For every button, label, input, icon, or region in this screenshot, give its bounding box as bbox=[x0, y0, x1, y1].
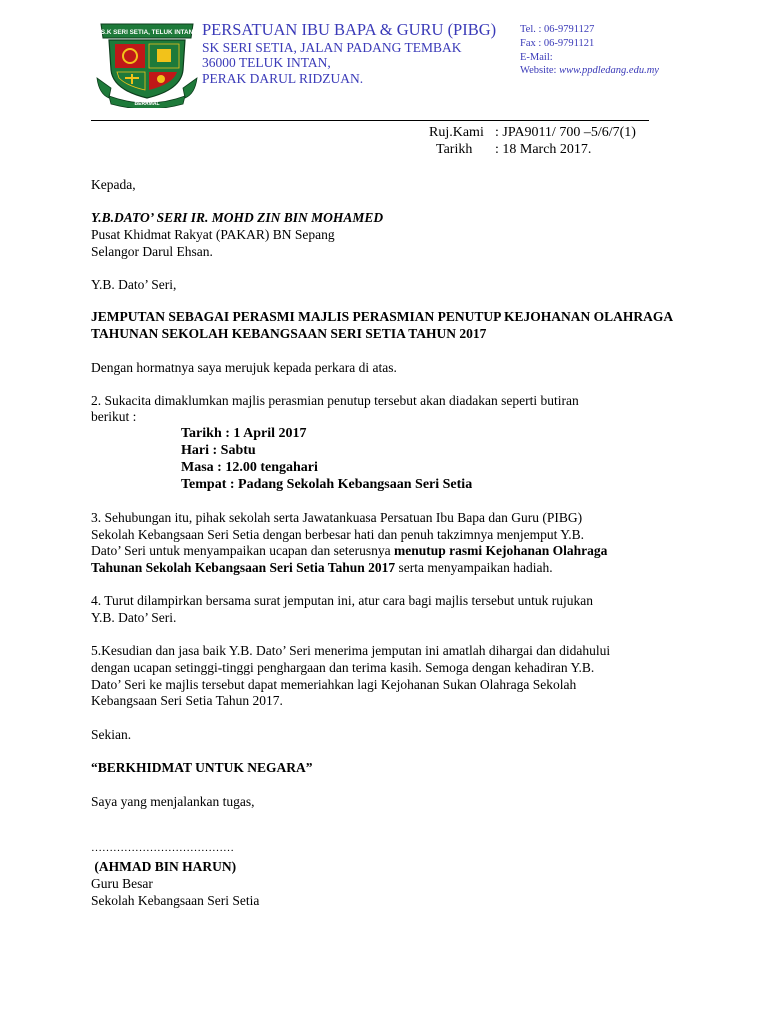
email-label: E-Mail: bbox=[520, 52, 553, 63]
signature-line: ………………………………… bbox=[91, 842, 234, 854]
event-date: Tarikh : 1 April 2017 bbox=[181, 426, 307, 441]
recipient-line-3: Selangor Darul Ehsan. bbox=[91, 244, 213, 259]
subject-line-2: TAHUNAN SEKOLAH KEBANGSAAN SERI SETIA TAHUN 2017 bbox=[91, 326, 487, 341]
paragraph-5-line-1: 5.Kesudian dan jasa baik Y.B. Dato’ Seri menerima jemputan ini amatlah dihargai dan didahului bbox=[91, 643, 611, 658]
paragraph-3-line-3-plain: Dato’ Seri untuk menyampaikan ucapan dan seterusnya bbox=[91, 543, 395, 558]
website-label: Website: bbox=[520, 65, 560, 76]
recipient-name: Y.B.DATO’ SERI IR. MOHD ZIN BIN MOHAMED bbox=[91, 210, 384, 225]
address-line-1: SK SERI SETIA, JALAN PADANG TEMBAK bbox=[202, 40, 462, 55]
website-link[interactable]: www.ppdledang.edu.my bbox=[559, 65, 659, 76]
subject-line-1: JEMPUTAN SEBAGAI PERASMI MAJLIS PERASMIAN PENUTUP KEJOHANAN OLAHRAGA bbox=[91, 309, 674, 324]
sign-off: Saya yang menjalankan tugas, bbox=[91, 794, 255, 809]
closing: Sekian. bbox=[91, 727, 132, 742]
date-value: : 18 March 2017. bbox=[495, 142, 592, 157]
paragraph-2-line-2: berikut : bbox=[91, 409, 137, 424]
header-divider bbox=[91, 120, 649, 121]
event-venue: Tempat : Padang Sekolah Kebangsaan Seri Setia bbox=[181, 477, 473, 492]
paragraph-5-line-3: Dato’ Seri ke majlis tersebut dapat memeriahkan lagi Kejohanan Sukan Olahraga Sekolah bbox=[91, 677, 577, 692]
paragraph-5-line-4: Kebangsaan Seri Setia Tahun 2017. bbox=[91, 693, 283, 708]
recipient-line-2: Pusat Khidmat Rakyat (PAKAR) BN Sepang bbox=[91, 227, 335, 242]
signer-name: (AHMAD BIN HARUN) bbox=[91, 859, 237, 874]
telephone: Tel. : 06-9791127 bbox=[520, 24, 595, 35]
paragraph-4-line-2: Y.B. Dato’ Seri. bbox=[91, 610, 177, 625]
paragraph-3-line-3-bold: menutup rasmi Kejohanan Olahraga bbox=[394, 543, 608, 558]
organization-name: PERSATUAN IBU BAPA & GURU (PIBG) bbox=[202, 20, 497, 39]
svg-text:S.K SERI SETIA, TELUK INTAN: S.K SERI SETIA, TELUK INTAN bbox=[100, 29, 194, 36]
address-line-2: 36000 TELUK INTAN, bbox=[202, 55, 331, 70]
svg-text:BERAMAL: BERAMAL bbox=[134, 101, 160, 107]
reference-number: : JPA9011/ 700 –5/6/7(1) bbox=[495, 125, 636, 140]
event-time: Masa : 12.00 tengahari bbox=[181, 460, 318, 475]
paragraph-1: Dengan hormatnya saya merujuk kepada perkara di atas. bbox=[91, 360, 397, 375]
date-label: Tarikh bbox=[436, 142, 473, 157]
event-day: Hari : Sabtu bbox=[181, 443, 256, 458]
salutation-to: Kepada, bbox=[91, 177, 136, 192]
greeting: Y.B. Dato’ Seri, bbox=[91, 277, 177, 292]
paragraph-5-line-2: dengan ucapan setinggi-tinggi penghargaan dan terima kasih. Semoga dengan kehadiran Y.B. bbox=[91, 660, 595, 675]
reference-label: Ruj.Kami bbox=[429, 125, 484, 140]
address-line-3: PERAK DARUL RIDZUAN. bbox=[202, 71, 364, 86]
website bbox=[520, 65, 659, 76]
paragraph-3-line-2: Sekolah Kebangsaan Seri Setia dengan berbesar hati dan penuh takzimnya menjemput Y.B. bbox=[91, 527, 584, 542]
paragraph-3-line-3 bbox=[91, 543, 607, 559]
paragraph-3-line-4-plain: serta menyampaikan hadiah. bbox=[395, 560, 553, 575]
signer-school: Sekolah Kebangsaan Seri Setia bbox=[91, 893, 260, 908]
paragraph-3-line-4-bold: Tahunan Sekolah Kebangsaan Seri Setia Tahun 2017 bbox=[91, 560, 396, 575]
fax: Fax : 06-9791121 bbox=[520, 38, 595, 49]
paragraph-4-line-1: 4. Turut dilampirkan bersama surat jemputan ini, atur cara bagi majlis tersebut untuk rujukan bbox=[91, 593, 594, 608]
paragraph-3-line-1: 3. Sehubungan itu, pihak sekolah serta Jawatankuasa Persatuan Ibu Bapa dan Guru (PIBG) bbox=[91, 510, 583, 525]
paragraph-3-line-4 bbox=[91, 560, 553, 576]
motto: “BERKHIDMAT UNTUK NEGARA” bbox=[91, 760, 313, 775]
school-crest-logo bbox=[95, 18, 199, 108]
paragraph-2-line-1: 2. Sukacita dimaklumkan majlis perasmian penutup tersebut akan diadakan seperti butiran bbox=[91, 393, 579, 408]
signer-title: Guru Besar bbox=[91, 876, 153, 891]
